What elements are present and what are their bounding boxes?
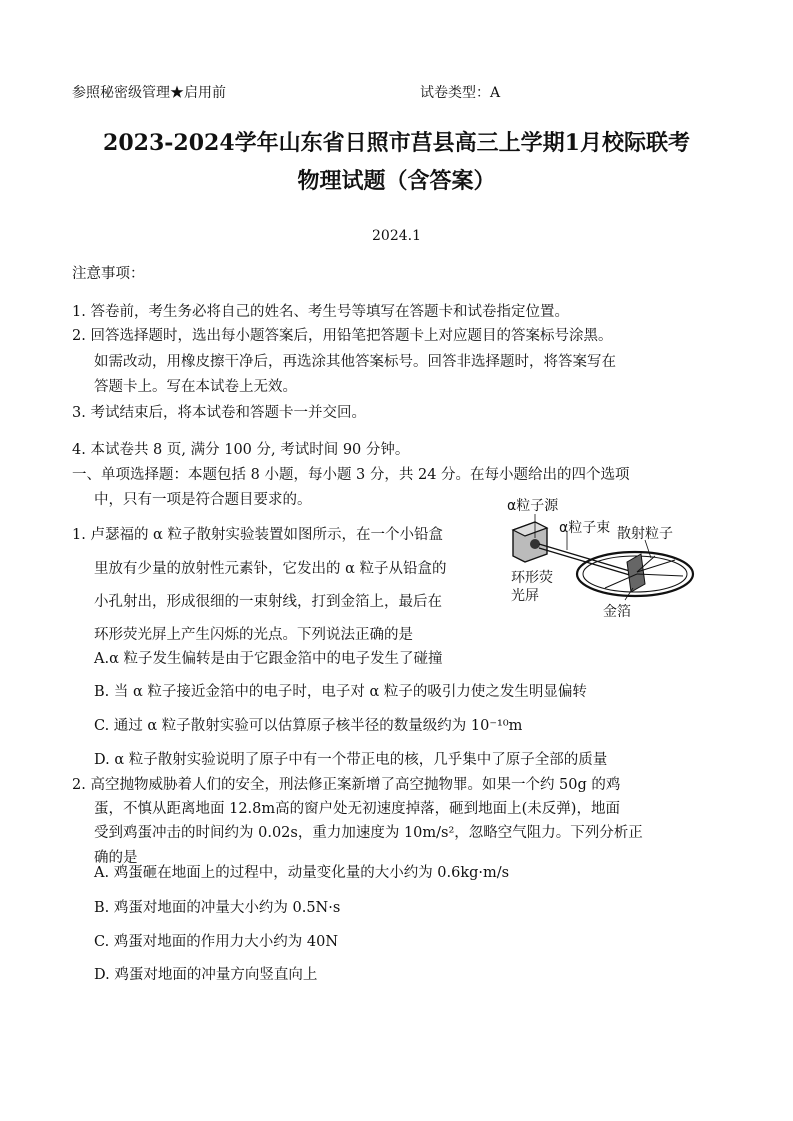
exam-date: 2024.1 xyxy=(372,228,421,244)
q1-option-a: A.α 粒子发生偏转是由于它跟金箔中的电子发生了碰撞 xyxy=(94,651,443,667)
notice-item: 1. 答卷前，考生务必将自己的姓名、考生号等填写在答题卡和试卷指定位置。 xyxy=(72,304,569,320)
section-heading: 一、单项选择题：本题包括 8 小题，每小题 3 分，共 24 分。在每小题给出的四个选项 xyxy=(72,467,630,483)
rutherford-apparatus-diagram xyxy=(505,492,695,624)
q2-stem-line: 受到鸡蛋冲击的时间约为 0.02s，重力加速度为 10m/s²，忽略空气阻力。下列分析正 xyxy=(94,825,643,841)
q1-stem-line: 1. 卢瑟福的 α 粒子散射实验装置如图所示，在一个小铅盒 xyxy=(72,527,443,543)
page-title: 2023-2024学年山东省日照市莒县高三上学期1月校际联考 xyxy=(103,130,690,156)
exam-type-label: 试卷类型：A xyxy=(420,85,501,101)
section-heading-cont: 中，只有一项是符合题目要求的。 xyxy=(94,492,312,508)
label-screen-cont: 光屏 xyxy=(511,588,539,604)
q2-option-b: B. 鸡蛋对地面的冲量大小约为 0.5N·s xyxy=(94,900,341,916)
q2-stem-line: 2. 高空抛物威胁着人们的安全，刑法修正案新增了高空抛物罪。如果一个约 50g 的鸡 xyxy=(72,777,621,793)
label-gold-foil: 金箔 xyxy=(603,604,631,620)
notice-item-cont: 如需改动，用橡皮擦干净后，再选涂其他答案标号。回答非选择题时，将答案写在 xyxy=(94,354,616,370)
q1-stem-line: 小孔射出，形成很细的一束射线，打到金箔上，最后在 xyxy=(94,594,442,610)
label-alpha-beam: α粒子束 xyxy=(559,520,611,536)
notice-item-cont: 答题卡上。写在本试卷上无效。 xyxy=(94,379,297,395)
q2-option-d: D. 鸡蛋对地面的冲量方向竖直向上 xyxy=(94,967,318,983)
notice-item: 4. 本试卷共 8 页, 满分 100 分, 考试时间 90 分钟。 xyxy=(72,442,410,458)
q2-stem-line: 蛋，不慎从距离地面 12.8m高的窗户处无初速度掉落，砸到地面上(未反弹)，地面 xyxy=(94,801,620,817)
notice-item: 2. 回答选择题时，选出每小题答案后，用铅笔把答题卡上对应题目的答案标号涂黑。 xyxy=(72,328,613,344)
q1-stem-line: 里放有少量的放射性元素钋，它发出的 α 粒子从铅盒的 xyxy=(94,561,447,577)
label-screen: 环形荧 xyxy=(511,570,553,586)
q1-option-d: D. α 粒子散射实验说明了原子中有一个带正电的核，几乎集中了原子全部的质量 xyxy=(94,752,608,768)
label-scattered-particles: 散射粒子 xyxy=(617,526,673,542)
q1-option-c: C. 通过 α 粒子散射实验可以估算原子核半径的数量级约为 10⁻¹⁰m xyxy=(94,718,523,734)
notice-item: 3. 考试结束后，将本试卷和答题卡一并交回。 xyxy=(72,405,366,421)
q2-option-c: C. 鸡蛋对地面的作用力大小约为 40N xyxy=(94,934,339,950)
q2-stem-line: 确的是 xyxy=(94,850,138,866)
secrecy-label: 参照秘密级管理★启用前 xyxy=(72,85,226,101)
page-subtitle: 物理试题（含答案） xyxy=(297,168,496,194)
q2-option-a: A. 鸡蛋砸在地面上的过程中，动量变化量的大小约为 0.6kg·m/s xyxy=(94,865,510,881)
label-alpha-source: α粒子源 xyxy=(507,498,559,514)
notice-heading: 注意事项： xyxy=(72,266,145,282)
q1-option-b: B. 当 α 粒子接近金箔中的电子时，电子对 α 粒子的吸引力使之发生明显偏转 xyxy=(94,684,587,700)
q1-stem-line: 环形荧光屏上产生闪烁的光点。下列说法正确的是 xyxy=(94,627,413,643)
